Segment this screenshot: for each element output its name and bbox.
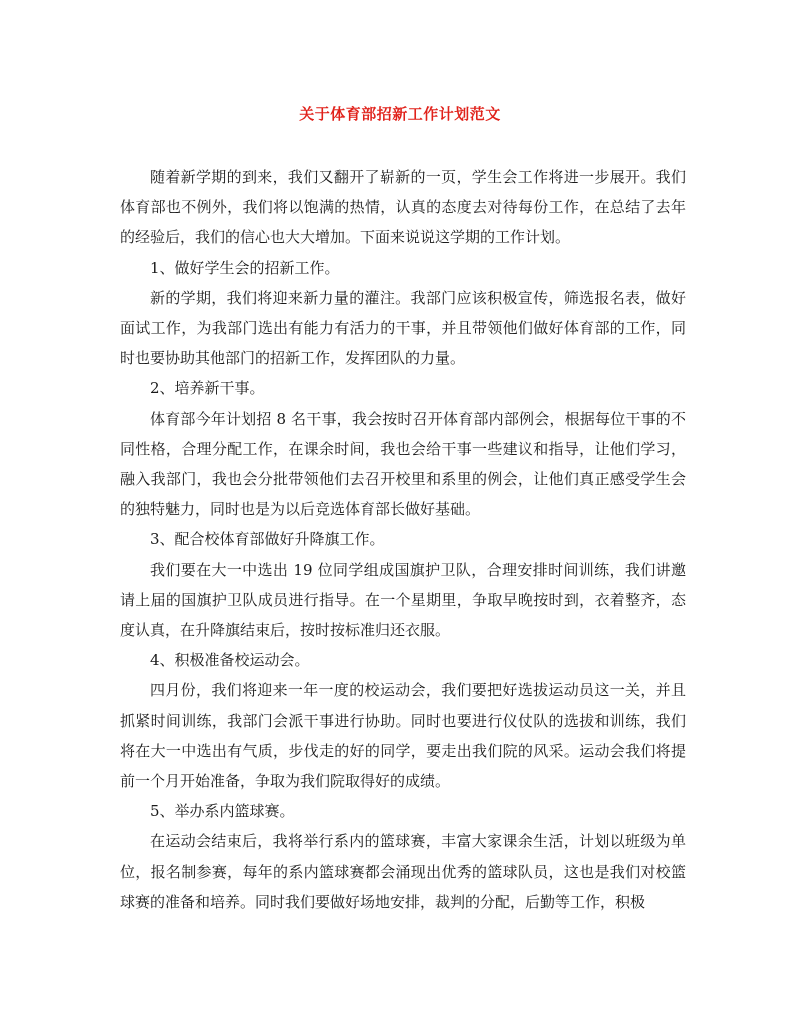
paragraph-intro: 随着新学期的到来，我们又翻开了崭新的一页，学生会工作将进一步展开。我们体育部也不例外，我们将以饱满的热情，认真的态度去对待每份工作，在总结了去年的经验后，我们的信心也大大增加。下面来说说这学期的工作计划。 [120, 168, 686, 247]
section-heading-4: 4、积极准备校运动会。 [150, 651, 310, 670]
paragraph-basketball: 在运动会结束后，我将举行系内的篮球赛，丰富大家课余生活，计划以班级为单位，报名制参赛，每年的系内篮球赛都会涌现出优秀的篮球队员，这也是我们对校篮球赛的准备和培养。同时我们要做好场地安排，裁判的分配，后勤等工作，积极 [120, 832, 686, 911]
paragraph-flag-guard: 我们要在大一中选出 19 位同学组成国旗护卫队，合理安排时间训练，我们讲邀请上届的国旗护卫队成员进行指导。在一个星期里，争取早晚按时到，衣着整齐，态度认真，在升降旗结束后，按时按标准归还衣服。 [120, 560, 686, 640]
paragraph-training: 体育部今年计划招 8 名干事，我会按时召开体育部内部例会，根据每位干事的不同性格，合理分配工作，在课余时间，我也会给干事一些建议和指导，让他们学习，融入我部门，我也会分批带领他们去召开校里和系里的例会，让他们真正感受学生会的独特魅力，同时也是为以后竞选体育部长做好基础。 [120, 409, 686, 519]
section-heading-2: 2、培养新干事。 [150, 379, 265, 398]
paragraph-recruitment: 新的学期，我们将迎来新力量的灌注。我部门应该积极宣传，筛选报名表，做好面试工作，为我部门选出有能力有活力的干事，并且带领他们做好体育部的工作，同时也要协助其他部门的招新工作，发挥团队的力量。 [120, 288, 686, 368]
document-body [120, 162, 686, 917]
section-heading-1: 1、做好学生会的招新工作。 [150, 258, 340, 277]
section-heading-3: 3、配合校体育部做好升降旗工作。 [150, 530, 385, 549]
section-heading-5: 5、举办系内篮球赛。 [150, 802, 295, 821]
paragraph-sports-meet: 四月份，我们将迎来一年一度的校运动会，我们要把好选拔运动员这一关，并且抓紧时间训练，我部门会派干事进行协助。同时也要进行仪仗队的选拔和训练，我们将在大一中选出有气质，步伐走的好的同学，要走出我们院的风采。运动会我们将提前一个月开始准备，争取为我们院取得好的成绩。 [120, 681, 686, 791]
document-title: 关于体育部招新工作计划范文 [299, 105, 501, 123]
